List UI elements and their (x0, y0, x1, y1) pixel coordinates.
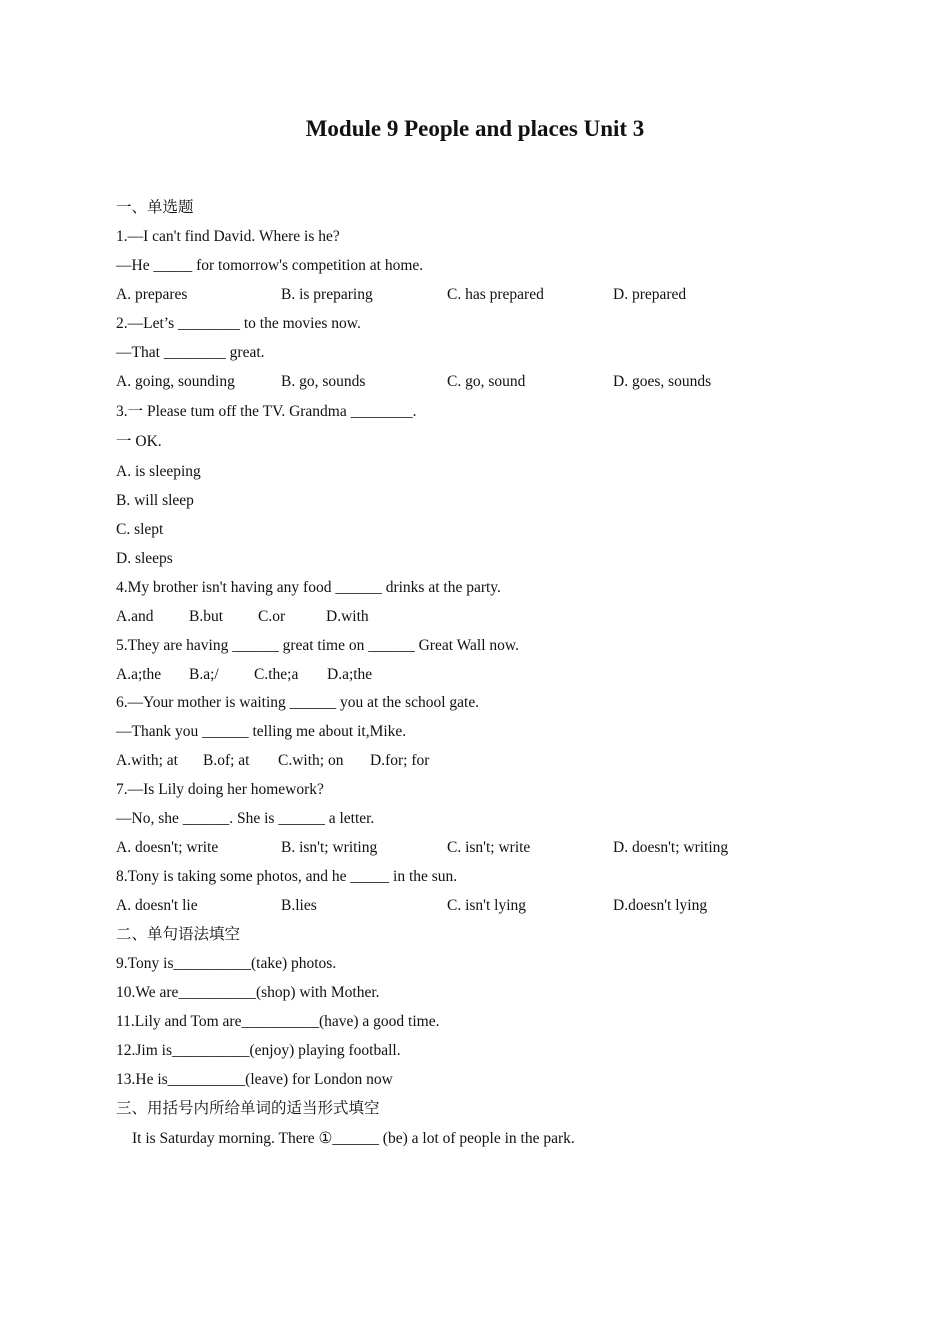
passage-first-line: It is Saturday morning. There ①______ (be) a lot of people in the park. (132, 1130, 575, 1147)
question-6-option-c: C.with; on (278, 752, 344, 769)
question-2-option-c: C. go, sound (447, 373, 526, 390)
question-6-stem: 6.—Your mother is waiting ______ you at the school gate. (116, 694, 480, 711)
section-heading-word-form: 三、用括号内所给单词的适当形式填空 (116, 1100, 380, 1117)
question-6-line2: —Thank you ______ telling me about it,Mike. (116, 723, 407, 740)
question-5-option-b: B.a;/ (189, 666, 219, 683)
question-8-option-b: B.lies (281, 897, 317, 914)
question-3-option-d: D. sleeps (116, 550, 173, 567)
question-1-option-c: C. has prepared (447, 286, 544, 303)
fill-question-13: 13.He is__________(leave) for London now (116, 1071, 393, 1088)
question-5-option-d: D.a;the (327, 666, 373, 683)
question-7-option-c: C. isn't; write (447, 839, 531, 856)
question-7-line2: —No, she ______. She is ______ a letter. (116, 810, 375, 827)
question-5-stem: 5.They are having ______ great time on ______ Great Wall now. (116, 637, 519, 654)
question-8-stem: 8.Tony is taking some photos, and he _____ in the sun. (116, 868, 458, 885)
fill-question-10: 10.We are__________(shop) with Mother. (116, 984, 380, 1001)
question-1-option-a: A. prepares (116, 286, 188, 303)
question-4-option-c: C.or (258, 608, 286, 625)
question-4-stem: 4.My brother isn't having any food ______ drinks at the party. (116, 579, 501, 596)
section-heading-grammar-fill: 二、单句语法填空 (116, 926, 241, 943)
question-3-line2: 一 OK. (116, 433, 162, 450)
question-4-option-b: B.but (189, 608, 224, 625)
fill-question-12: 12.Jim is__________(enjoy) playing football. (116, 1042, 401, 1059)
question-7-option-b: B. isn't; writing (281, 839, 378, 856)
question-4-option-d: D.with (326, 608, 369, 625)
question-6-option-b: B.of; at (203, 752, 250, 769)
fill-question-11: 11.Lily and Tom are__________(have) a good time. (116, 1013, 440, 1030)
question-8-option-d: D.doesn't lying (613, 897, 708, 914)
question-8-option-c: C. isn't lying (447, 897, 527, 914)
question-6-option-d: D.for; for (370, 752, 430, 769)
question-2-option-b: B. go, sounds (281, 373, 366, 390)
question-3-stem: 3.一 Please tum off the TV. Grandma ________. (116, 403, 417, 420)
question-5-option-a: A.a;the (116, 666, 162, 683)
question-3-option-b: B. will sleep (116, 492, 194, 509)
question-2-line2: ―That ________ great. (116, 344, 265, 361)
question-2-option-a: A. going, sounding (116, 373, 235, 390)
question-5-option-c: C.the;a (254, 666, 299, 683)
question-8-option-a: A. doesn't lie (116, 897, 198, 914)
question-7-option-a: A. doesn't; write (116, 839, 219, 856)
question-7-option-d: D. doesn't; writing (613, 839, 729, 856)
question-1-option-b: B. is preparing (281, 286, 373, 303)
question-2-option-d: D. goes, sounds (613, 373, 712, 390)
question-4-option-a: A.and (116, 608, 154, 625)
question-1-line2: —He _____ for tomorrow's competition at home. (116, 257, 424, 274)
question-1-option-d: D. prepared (613, 286, 687, 303)
question-1-stem: 1.—I can't find David. Where is he? (116, 228, 340, 245)
page-title: Module 9 People and places Unit 3 (305, 116, 645, 141)
question-3-option-c: C. slept (116, 521, 164, 538)
section-heading-single-choice: 一、单选题 (116, 199, 194, 216)
fill-question-9: 9.Tony is__________(take) photos. (116, 955, 337, 972)
question-6-option-a: A.with; at (116, 752, 178, 769)
question-7-stem: 7.—Is Lily doing her homework? (116, 781, 324, 798)
question-2-stem: 2.—Let’s ________ to the movies now. (116, 315, 361, 332)
question-3-option-a: A. is sleeping (116, 463, 201, 480)
